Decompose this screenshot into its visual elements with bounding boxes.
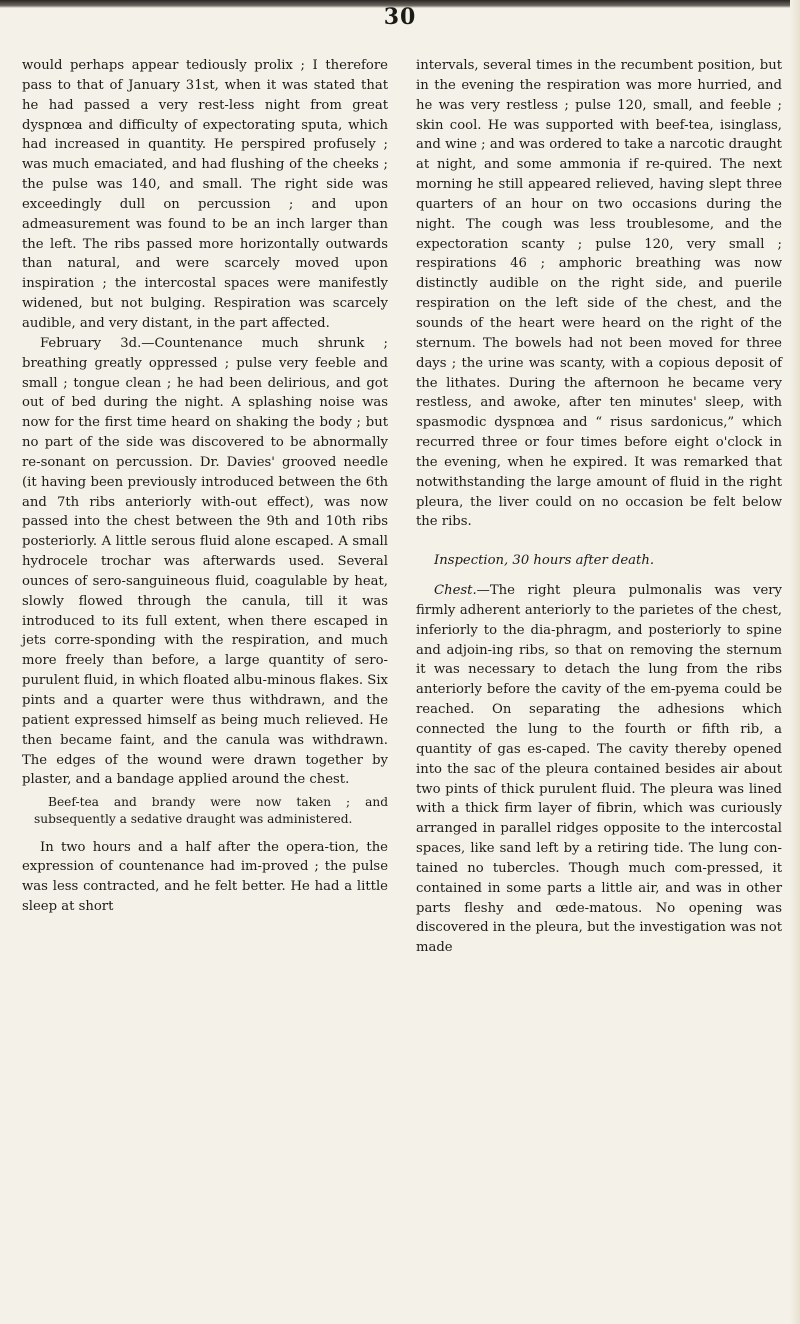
page-right-edge xyxy=(790,0,800,1324)
chest-label: Chest. xyxy=(434,583,477,599)
left-paragraph-february-3: February 3d.—Countenance much shrunk ; breathing greatly oppressed ; pulse very feeble and small ; tongue clean ; he had been delirious, and got out of bed during the night. A splashing noise was now for the first time heard on shaking the body ; but no part of the side was discovered to be abnormally re-sonant on percussion. Dr. Davies' grooved needle (it having been previously introduced between the 6th and 7th ribs anteriorly with-out effect), was now passed into the chest between the 9th and 10th ribs posteriorly. A little serous fluid alone escaped. A small hydrocele trochar was afterwards used. Several ounces of sero-sanguineous fluid, coagulable by heat, slowly flowed through the canula, till it was introduced to its full extent, when there escaped in jets corre-sponding with the respiration, and much more freely than before, a large quantity of sero-purulent fluid, in which floated albu-minous flakes. Six pints and a quarter were thus withdrawn, and the patient expressed himself as being much relieved. He then became faint, and the canula was withdrawn. The edges of the wound were drawn together by plaster, and a bandage applied around the chest. xyxy=(22,335,388,788)
inspection-heading: Inspection, 30 hours after death. xyxy=(434,553,655,569)
chest-paragraph xyxy=(416,581,782,958)
left-paragraph-after-operation: In two hours and a half after the opera-tion, the expression of countenance had im-proved ; the pulse was less contracted, and he felt better. He had a little sleep at short xyxy=(22,839,388,915)
right-column xyxy=(416,56,782,958)
left-paragraph-1: would perhaps appear tediously prolix ; I therefore pass to that of January 31st, when it was stated that he had passed a very rest-less night from great dyspnœa and difficulty of expectorating sputa, which had increased in quantity. He perspired profusely ; was much emaciated, and had flushing of the cheeks ; the pulse was 140, and small. The right side was exceedingly dull on percussion ; and upon admeasurement was found to be an inch larger than the left. The ribs passed more horizontally outwards than natural, and were scarcely moved upon inspiration ; the intercostal spaces were manifestly widened, but not bulging. Respiration was scarcely audible, and very distant, in the part affected. xyxy=(22,58,388,331)
left-column xyxy=(22,56,388,917)
page-number: 30 xyxy=(383,4,417,30)
chest-text: —The right pleura pulmonalis was very firmly adherent anteriorly to the parietes of the chest, inferiorly to the dia-phragm, and posteriorly to spine and adjoin-ing ribs, so that on removing the sternum it was necessary to detach the lung from the ribs anteriorly before the cavity of the em-pyema could be reached. On separating the adhesions which connected the lung to the fourth or fifth rib, a quantity of gas es-caped. The cavity thereby opened into the sac of the pleura contained besides air about two pints of thick purulent fluid. The pleura was lined with a thick firm layer of fibrin, which was curiously arranged in parallel ridges opposite to the intercostal spaces, like sand left by a retiring tide. The lung con-tained no tubercles. Though much com-pressed, it contained in some parts a little air, and was in other parts fleshy and œde-matous. No opening was discovered in the pleura, but the investigation was not made xyxy=(416,583,782,956)
right-paragraph-1: intervals, several times in the recumbent position, but in the evening the respiration was more hurried, and he was very restless ; pulse 120, small, and feeble ; skin cool. He was supported with beef-tea, isinglass, and wine ; and was ordered to take a narcotic draught at night, and some ammonia if re-quired. The next morning he still appeared relieved, having slept three quarters of an hour on two occasions during the night. The cough was less troublesome, and the expectoration scanty ; pulse 120, very small ; respirations 46 ; amphoric breathing was now distinctly audible on the right side, and puerile respiration on the left side of the chest, and the sounds of the heart were heard on the right of the sternum. The bowels had not been moved for three days ; the urine was scanty, with a copious deposit of the lithates. During the afternoon he became very restless, and awoke, after ten minutes' sleep, with spasmodic dyspnœa and “ risus sardonicus,” which recurred three or four times before eight o'clock in the evening, when he expired. It was remarked that notwithstanding the large amount of fluid in the right pleura, the liver could on no occasion be felt below the ribs. xyxy=(416,58,782,530)
treatment-note: Beef-tea and brandy were now taken ; and subsequently a sedative draught was administered. xyxy=(34,795,388,827)
